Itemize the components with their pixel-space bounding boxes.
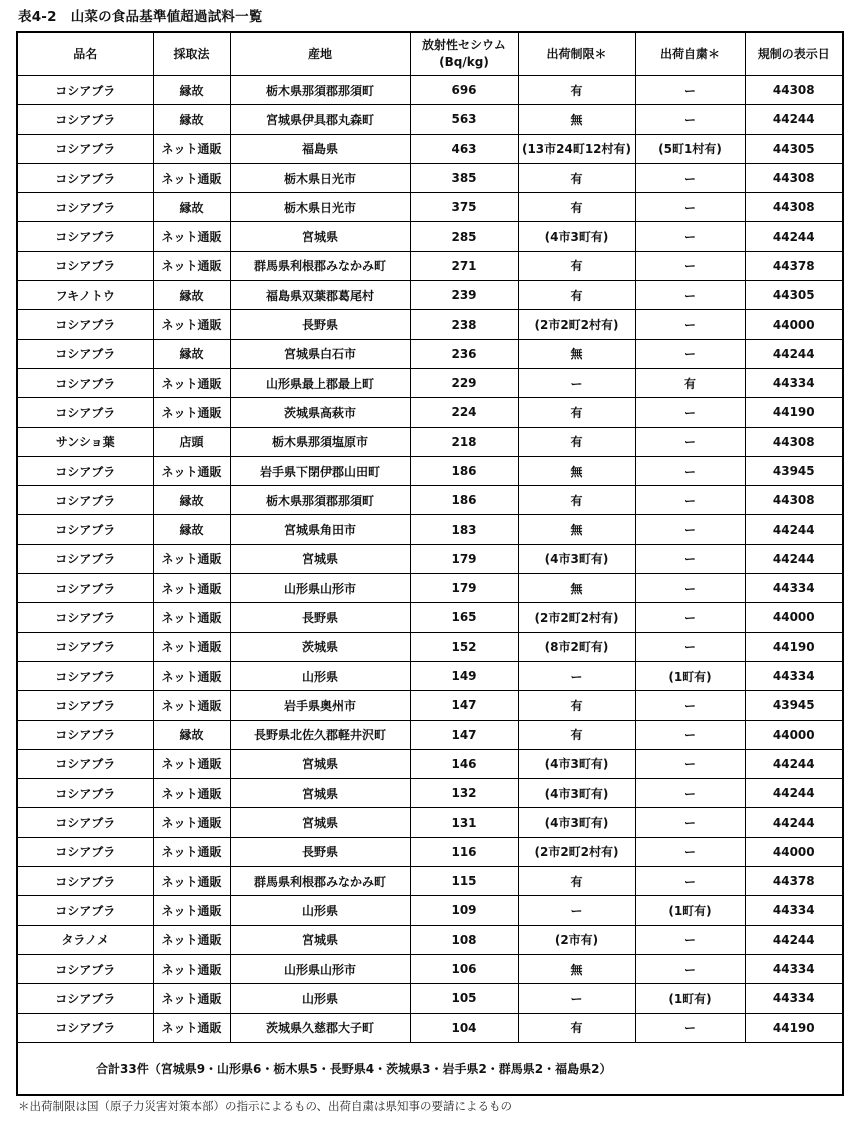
total-row: [17, 1042, 843, 1095]
cell-voluntary: ー: [635, 222, 745, 251]
cell-origin: 長野県: [230, 837, 410, 866]
cell-cesium: 696: [410, 76, 518, 105]
table-row: [17, 105, 843, 134]
cell-method: ネット通販: [153, 925, 230, 954]
cell-item: コシアブラ: [17, 163, 153, 192]
cell-date: 44334: [745, 368, 843, 397]
cell-date: 43945: [745, 456, 843, 485]
cell-restriction: 有: [518, 398, 635, 427]
cell-restriction: 有: [518, 163, 635, 192]
cell-voluntary: ー: [635, 632, 745, 661]
cell-restriction: (2市2町2村有): [518, 310, 635, 339]
table-row: [17, 76, 843, 105]
cell-origin: 山形県: [230, 896, 410, 925]
header-restriction: 出荷制限＊: [518, 32, 635, 76]
cell-date: 44378: [745, 867, 843, 896]
table-body: [17, 76, 843, 1043]
cell-cesium: 149: [410, 661, 518, 690]
cell-origin: 岩手県奥州市: [230, 691, 410, 720]
cell-origin: 茨城県: [230, 632, 410, 661]
cell-origin: 福島県: [230, 134, 410, 163]
cell-voluntary: ー: [635, 398, 745, 427]
cell-date: 44000: [745, 310, 843, 339]
cell-date: 44308: [745, 486, 843, 515]
cell-cesium: 106: [410, 954, 518, 983]
cell-date: 44378: [745, 251, 843, 280]
cell-method: 縁故: [153, 339, 230, 368]
cell-cesium: 218: [410, 427, 518, 456]
cell-restriction: (4市3町有): [518, 222, 635, 251]
cell-voluntary: ー: [635, 486, 745, 515]
cell-voluntary: ー: [635, 515, 745, 544]
cell-voluntary: ー: [635, 281, 745, 310]
cell-voluntary: ー: [635, 691, 745, 720]
cell-restriction: ー: [518, 661, 635, 690]
header-cesium: [410, 32, 518, 76]
header-cesium-label: 放射性セシウム: [422, 38, 506, 52]
cell-cesium: 152: [410, 632, 518, 661]
table-row: [17, 310, 843, 339]
cell-item: コシアブラ: [17, 749, 153, 778]
cell-item: コシアブラ: [17, 134, 153, 163]
cell-item: コシアブラ: [17, 193, 153, 222]
cell-date: 44244: [745, 749, 843, 778]
cell-date: 44190: [745, 632, 843, 661]
cell-cesium: 146: [410, 749, 518, 778]
cell-cesium: 271: [410, 251, 518, 280]
cell-method: 縁故: [153, 486, 230, 515]
cell-voluntary: ー: [635, 544, 745, 573]
cell-item: フキノトウ: [17, 281, 153, 310]
cell-restriction: (4市3町有): [518, 749, 635, 778]
table-row: [17, 661, 843, 690]
table-row: [17, 720, 843, 749]
cell-method: ネット通販: [153, 896, 230, 925]
cell-restriction: (2市2町2村有): [518, 603, 635, 632]
cell-method: ネット通販: [153, 456, 230, 485]
cell-voluntary: ー: [635, 779, 745, 808]
cell-origin: 宮城県: [230, 779, 410, 808]
cell-date: 44334: [745, 954, 843, 983]
cell-method: 縁故: [153, 76, 230, 105]
cell-date: 44244: [745, 544, 843, 573]
cell-restriction: (2市有): [518, 925, 635, 954]
cell-cesium: 236: [410, 339, 518, 368]
table-row: [17, 193, 843, 222]
table-row: [17, 544, 843, 573]
cell-date: 44308: [745, 427, 843, 456]
cell-restriction: (4市3町有): [518, 808, 635, 837]
cell-restriction: (4市3町有): [518, 779, 635, 808]
cell-restriction: ー: [518, 368, 635, 397]
cell-item: コシアブラ: [17, 222, 153, 251]
cell-restriction: 有: [518, 720, 635, 749]
table-row: [17, 779, 843, 808]
cell-method: 縁故: [153, 281, 230, 310]
cell-cesium: 179: [410, 574, 518, 603]
cell-voluntary: ー: [635, 837, 745, 866]
header-method: 採取法: [153, 32, 230, 76]
cell-origin: 茨城県久慈郡大子町: [230, 1013, 410, 1042]
cell-restriction: 有: [518, 281, 635, 310]
cell-origin: 栃木県日光市: [230, 163, 410, 192]
cell-date: 44190: [745, 398, 843, 427]
cell-cesium: 186: [410, 486, 518, 515]
cell-date: 44244: [745, 222, 843, 251]
cell-voluntary: ー: [635, 76, 745, 105]
cell-method: ネット通販: [153, 837, 230, 866]
cell-origin: 栃木県日光市: [230, 193, 410, 222]
cell-voluntary: ー: [635, 105, 745, 134]
table-row: [17, 368, 843, 397]
cell-item: コシアブラ: [17, 544, 153, 573]
cell-origin: 群馬県利根郡みなかみ町: [230, 867, 410, 896]
cell-method: ネット通販: [153, 867, 230, 896]
cell-restriction: (4市3町有): [518, 544, 635, 573]
table-row: [17, 134, 843, 163]
cell-date: 44190: [745, 1013, 843, 1042]
table-row: [17, 925, 843, 954]
cell-item: コシアブラ: [17, 661, 153, 690]
cell-origin: 宮城県角田市: [230, 515, 410, 544]
cell-cesium: 115: [410, 867, 518, 896]
cell-restriction: 有: [518, 76, 635, 105]
cell-restriction: 無: [518, 339, 635, 368]
cell-item: コシアブラ: [17, 398, 153, 427]
cell-method: ネット通販: [153, 779, 230, 808]
cell-voluntary: ー: [635, 925, 745, 954]
cell-cesium: 375: [410, 193, 518, 222]
cell-method: ネット通販: [153, 808, 230, 837]
cell-date: 44000: [745, 720, 843, 749]
cell-method: ネット通販: [153, 544, 230, 573]
cell-restriction: 有: [518, 486, 635, 515]
cell-origin: 栃木県那須郡那須町: [230, 486, 410, 515]
cell-cesium: 229: [410, 368, 518, 397]
cell-cesium: 224: [410, 398, 518, 427]
cell-method: ネット通販: [153, 222, 230, 251]
cell-method: ネット通販: [153, 632, 230, 661]
cell-origin: 長野県: [230, 310, 410, 339]
table-row: [17, 515, 843, 544]
cell-cesium: 132: [410, 779, 518, 808]
cell-voluntary: (5町1村有): [635, 134, 745, 163]
cell-origin: 宮城県: [230, 808, 410, 837]
table-row: [17, 691, 843, 720]
cell-date: 44305: [745, 134, 843, 163]
cell-date: 44334: [745, 896, 843, 925]
cell-item: コシアブラ: [17, 456, 153, 485]
cell-cesium: 238: [410, 310, 518, 339]
cell-item: コシアブラ: [17, 603, 153, 632]
cell-item: コシアブラ: [17, 808, 153, 837]
cell-cesium: 108: [410, 925, 518, 954]
table-row: [17, 1013, 843, 1042]
cell-voluntary: (1町有): [635, 896, 745, 925]
cell-cesium: 116: [410, 837, 518, 866]
cell-method: ネット通販: [153, 603, 230, 632]
cell-cesium: 183: [410, 515, 518, 544]
cell-voluntary: ー: [635, 808, 745, 837]
cell-cesium: 179: [410, 544, 518, 573]
cell-cesium: 385: [410, 163, 518, 192]
cell-restriction: 有: [518, 867, 635, 896]
cell-origin: 茨城県高萩市: [230, 398, 410, 427]
cell-origin: 岩手県下閉伊郡山田町: [230, 456, 410, 485]
cell-origin: 群馬県利根郡みなかみ町: [230, 251, 410, 280]
cell-restriction: 無: [518, 105, 635, 134]
cell-restriction: 有: [518, 691, 635, 720]
table-row: [17, 427, 843, 456]
cell-method: ネット通販: [153, 691, 230, 720]
header-date: 規制の表示日: [745, 32, 843, 76]
cell-voluntary: ー: [635, 251, 745, 280]
cell-restriction: 無: [518, 456, 635, 485]
cell-voluntary: 有: [635, 368, 745, 397]
table-row: [17, 281, 843, 310]
table-row: [17, 163, 843, 192]
cell-method: ネット通販: [153, 574, 230, 603]
cell-voluntary: ー: [635, 749, 745, 778]
table-row: [17, 251, 843, 280]
cell-date: 44244: [745, 779, 843, 808]
cell-cesium: 131: [410, 808, 518, 837]
cell-date: 44000: [745, 603, 843, 632]
cell-voluntary: ー: [635, 954, 745, 983]
header-cesium-unit: (Bq/kg): [439, 55, 489, 69]
cell-date: 44244: [745, 808, 843, 837]
cell-origin: 山形県: [230, 984, 410, 1013]
table-row: [17, 867, 843, 896]
exceedance-table: [16, 31, 844, 1096]
cell-origin: 宮城県: [230, 925, 410, 954]
cell-restriction: (13市24町12村有): [518, 134, 635, 163]
cell-item: コシアブラ: [17, 339, 153, 368]
cell-voluntary: ー: [635, 867, 745, 896]
cell-origin: 福島県双葉郡葛尾村: [230, 281, 410, 310]
cell-item: コシアブラ: [17, 896, 153, 925]
cell-cesium: 285: [410, 222, 518, 251]
table-row: [17, 603, 843, 632]
cell-restriction: (2市2町2村有): [518, 837, 635, 866]
cell-voluntary: (1町有): [635, 984, 745, 1013]
cell-voluntary: ー: [635, 310, 745, 339]
header-item: 品名: [17, 32, 153, 76]
total-summary: 合計33件（宮城県9・山形県6・栃木県5・長野県4・茨城県3・岩手県2・群馬県2・福島県2）: [17, 1042, 843, 1095]
cell-item: コシアブラ: [17, 720, 153, 749]
cell-date: 43945: [745, 691, 843, 720]
cell-item: タラノメ: [17, 925, 153, 954]
cell-voluntary: ー: [635, 603, 745, 632]
cell-restriction: 有: [518, 427, 635, 456]
cell-origin: 宮城県: [230, 749, 410, 778]
table-number: 表4-2: [18, 9, 57, 25]
cell-origin: 宮城県: [230, 544, 410, 573]
cell-item: コシアブラ: [17, 837, 153, 866]
cell-date: 44244: [745, 515, 843, 544]
cell-method: 縁故: [153, 515, 230, 544]
cell-method: ネット通販: [153, 251, 230, 280]
cell-method: ネット通販: [153, 310, 230, 339]
cell-item: コシアブラ: [17, 76, 153, 105]
cell-cesium: 463: [410, 134, 518, 163]
cell-voluntary: ー: [635, 1013, 745, 1042]
table-row: [17, 222, 843, 251]
cell-method: ネット通販: [153, 134, 230, 163]
table-row: [17, 837, 843, 866]
cell-voluntary: ー: [635, 193, 745, 222]
cell-origin: 山形県最上郡最上町: [230, 368, 410, 397]
cell-restriction: ー: [518, 984, 635, 1013]
cell-date: 44000: [745, 837, 843, 866]
cell-method: ネット通販: [153, 398, 230, 427]
table-row: [17, 632, 843, 661]
cell-voluntary: (1町有): [635, 661, 745, 690]
cell-restriction: (8市2町有): [518, 632, 635, 661]
cell-date: 44244: [745, 105, 843, 134]
cell-origin: 山形県山形市: [230, 954, 410, 983]
cell-item: コシアブラ: [17, 867, 153, 896]
cell-method: ネット通販: [153, 1013, 230, 1042]
cell-item: コシアブラ: [17, 105, 153, 134]
footnote: ＊出荷制限は国（原子力災害対策本部）の指示によるもの、出荷自粛は県知事の要請によるもの: [18, 1099, 513, 1113]
cell-voluntary: ー: [635, 163, 745, 192]
cell-item: コシアブラ: [17, 310, 153, 339]
cell-restriction: 無: [518, 574, 635, 603]
cell-date: 44244: [745, 339, 843, 368]
cell-restriction: 有: [518, 251, 635, 280]
table-title: [18, 5, 263, 25]
cell-date: 44308: [745, 163, 843, 192]
cell-origin: 宮城県伊具郡丸森町: [230, 105, 410, 134]
cell-cesium: 186: [410, 456, 518, 485]
cell-date: 44305: [745, 281, 843, 310]
cell-method: ネット通販: [153, 163, 230, 192]
cell-method: ネット通販: [153, 749, 230, 778]
cell-cesium: 147: [410, 720, 518, 749]
table-row: [17, 398, 843, 427]
cell-cesium: 147: [410, 691, 518, 720]
cell-item: コシアブラ: [17, 984, 153, 1013]
cell-method: 縁故: [153, 105, 230, 134]
cell-cesium: 165: [410, 603, 518, 632]
header-origin: 産地: [230, 32, 410, 76]
cell-date: 44244: [745, 925, 843, 954]
cell-item: コシアブラ: [17, 691, 153, 720]
cell-origin: 宮城県: [230, 222, 410, 251]
cell-restriction: ー: [518, 896, 635, 925]
cell-origin: 山形県山形市: [230, 574, 410, 603]
cell-method: ネット通販: [153, 368, 230, 397]
table-row: [17, 486, 843, 515]
cell-method: 店頭: [153, 427, 230, 456]
cell-item: コシアブラ: [17, 251, 153, 280]
cell-item: サンショ葉: [17, 427, 153, 456]
cell-origin: 長野県: [230, 603, 410, 632]
cell-date: 44334: [745, 984, 843, 1013]
cell-cesium: 239: [410, 281, 518, 310]
cell-voluntary: ー: [635, 456, 745, 485]
cell-origin: 栃木県那須郡那須町: [230, 76, 410, 105]
cell-method: 縁故: [153, 193, 230, 222]
cell-restriction: 無: [518, 515, 635, 544]
cell-item: コシアブラ: [17, 954, 153, 983]
cell-date: 44334: [745, 574, 843, 603]
cell-origin: 宮城県白石市: [230, 339, 410, 368]
cell-restriction: 無: [518, 954, 635, 983]
cell-item: コシアブラ: [17, 779, 153, 808]
cell-item: コシアブラ: [17, 632, 153, 661]
cell-date: 44334: [745, 661, 843, 690]
table-row: [17, 574, 843, 603]
table-row: [17, 456, 843, 485]
table-row: [17, 984, 843, 1013]
cell-cesium: 104: [410, 1013, 518, 1042]
cell-method: ネット通販: [153, 661, 230, 690]
cell-origin: 山形県: [230, 661, 410, 690]
table-row: [17, 339, 843, 368]
cell-voluntary: ー: [635, 339, 745, 368]
cell-item: コシアブラ: [17, 574, 153, 603]
table-caption: 山菜の食品基準値超過試料一覧: [70, 9, 263, 25]
table-row: [17, 896, 843, 925]
cell-date: 44308: [745, 193, 843, 222]
cell-item: コシアブラ: [17, 1013, 153, 1042]
table-row: [17, 749, 843, 778]
cell-origin: 栃木県那須塩原市: [230, 427, 410, 456]
cell-voluntary: ー: [635, 720, 745, 749]
cell-cesium: 105: [410, 984, 518, 1013]
cell-cesium: 109: [410, 896, 518, 925]
cell-origin: 長野県北佐久郡軽井沢町: [230, 720, 410, 749]
cell-item: コシアブラ: [17, 515, 153, 544]
table-row: [17, 954, 843, 983]
cell-voluntary: ー: [635, 574, 745, 603]
cell-date: 44308: [745, 76, 843, 105]
cell-restriction: 有: [518, 1013, 635, 1042]
header-voluntary: 出荷自粛＊: [635, 32, 745, 76]
cell-voluntary: ー: [635, 427, 745, 456]
cell-method: ネット通販: [153, 984, 230, 1013]
table-row: [17, 808, 843, 837]
cell-method: ネット通販: [153, 954, 230, 983]
cell-item: コシアブラ: [17, 368, 153, 397]
cell-cesium: 563: [410, 105, 518, 134]
header-row: [17, 32, 843, 76]
cell-restriction: 有: [518, 193, 635, 222]
cell-item: コシアブラ: [17, 486, 153, 515]
cell-method: 縁故: [153, 720, 230, 749]
